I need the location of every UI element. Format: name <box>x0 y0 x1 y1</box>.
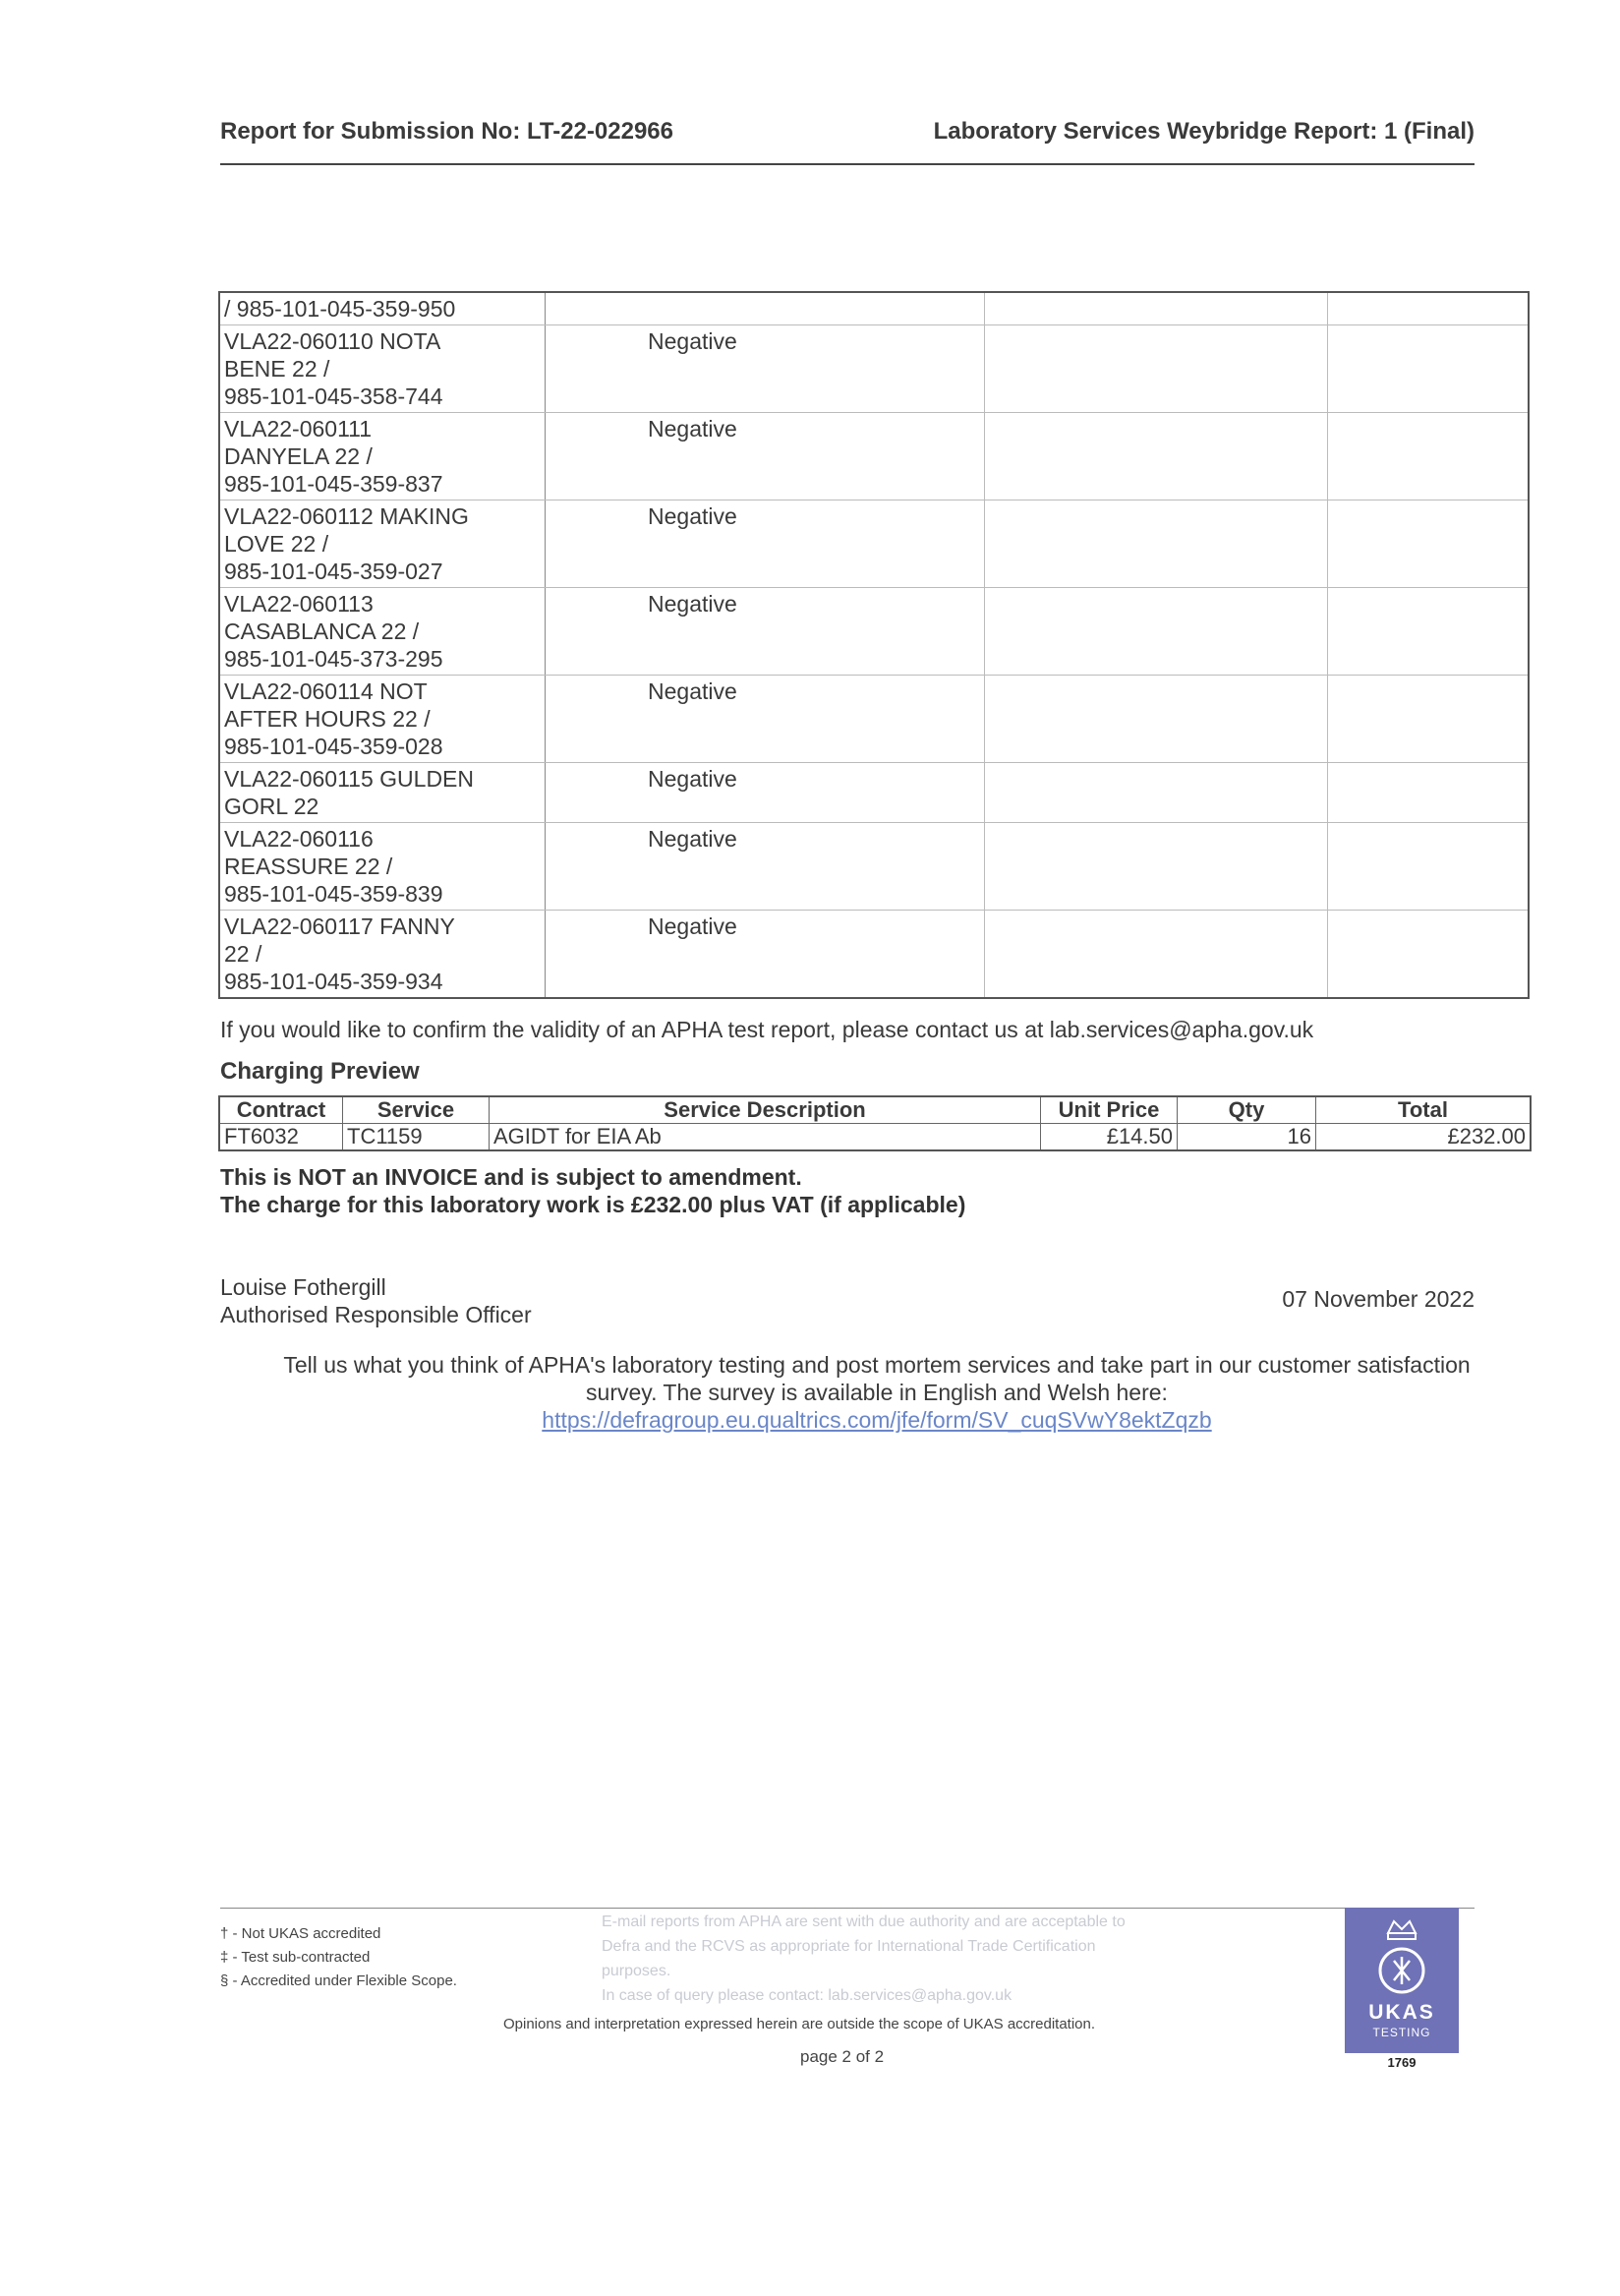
charge-notice: The charge for this laboratory work is £232.00 plus VAT (if applicable) <box>220 1192 966 1217</box>
result-cell: Negative <box>546 823 985 911</box>
result-cell <box>546 292 985 325</box>
sample-id-cell <box>219 676 546 763</box>
charging-header-row <box>219 1096 1531 1124</box>
empty-cell <box>985 500 1328 588</box>
cell-unit-price: £14.50 <box>1041 1124 1178 1151</box>
empty-cell <box>1328 823 1530 911</box>
email-disclaimer-line: E-mail reports from APHA are sent with due authority and are acceptable to <box>602 1913 1126 1930</box>
not-invoice-notice: This is NOT an INVOICE and is subject to amendment. <box>220 1164 802 1190</box>
col-qty: Qty <box>1178 1096 1316 1124</box>
survey-link[interactable]: https://defragroup.eu.qualtrics.com/jfe/form/SV_cuqSVwY8ektZqzb <box>542 1407 1212 1433</box>
results-row <box>219 911 1529 999</box>
signatory-name: Louise Fothergill <box>220 1274 386 1300</box>
result-cell: Negative <box>546 413 985 500</box>
sample-id-line: BENE 22 / <box>224 356 330 382</box>
survey-text-1: Tell us what you think of APHA's laboratory testing and post mortem services and take part in our customer satisfaction <box>283 1352 1471 1378</box>
sample-id-line: 985-101-045-359-027 <box>224 559 443 584</box>
page-number: page 2 of 2 <box>800 2047 885 2066</box>
result-cell: Negative <box>546 325 985 413</box>
header-divider <box>220 163 1475 165</box>
empty-cell <box>1328 413 1530 500</box>
sample-id-line: VLA22-060112 MAKING <box>224 503 469 529</box>
empty-cell <box>985 325 1328 413</box>
results-row <box>219 292 1529 325</box>
sample-id-cell <box>219 292 546 325</box>
empty-cell <box>1328 292 1530 325</box>
sample-id-line: AFTER HOURS 22 / <box>224 706 431 732</box>
sample-id-line: 985-101-045-373-295 <box>224 646 443 672</box>
cell-qty: 16 <box>1178 1124 1316 1151</box>
result-cell: Negative <box>546 911 985 999</box>
cell-description: AGIDT for EIA Ab <box>490 1124 1041 1151</box>
cell-total: £232.00 <box>1316 1124 1532 1151</box>
result-cell: Negative <box>546 500 985 588</box>
report-date: 07 November 2022 <box>1282 1286 1475 1312</box>
sample-id-line: VLA22-060115 GULDEN <box>224 766 474 792</box>
sample-id-line: DANYELA 22 / <box>224 443 373 469</box>
sample-id-line: 985-101-045-359-839 <box>224 881 443 907</box>
sample-id-cell <box>219 500 546 588</box>
email-disclaimer-line: purposes. <box>602 1963 671 1979</box>
sample-id-cell <box>219 823 546 911</box>
email-disclaimer-line: Defra and the RCVS as appropriate for International Trade Certification <box>602 1938 1096 1955</box>
empty-cell <box>985 588 1328 676</box>
empty-cell <box>1328 676 1530 763</box>
empty-cell <box>1328 500 1530 588</box>
legend-not-ukas: † - Not UKAS accredited <box>220 1925 381 1942</box>
sample-id-line: CASABLANCA 22 / <box>224 618 420 644</box>
results-table <box>218 291 1530 999</box>
legend-flexible-scope: § - Accredited under Flexible Scope. <box>220 1972 457 1989</box>
sample-id-line: LOVE 22 / <box>224 531 329 557</box>
sample-id-line: VLA22-060110 NOTA <box>224 328 441 354</box>
sample-id-line: / 985-101-045-359-950 <box>224 296 456 322</box>
report-submission-number: Report for Submission No: LT-22-022966 <box>220 118 673 145</box>
sample-id-cell <box>219 588 546 676</box>
cell-service: TC1159 <box>343 1124 490 1151</box>
empty-cell <box>985 413 1328 500</box>
empty-cell <box>985 911 1328 999</box>
empty-cell <box>1328 588 1530 676</box>
results-row <box>219 588 1529 676</box>
result-cell: Negative <box>546 588 985 676</box>
survey-text-2: survey. The survey is available in English and Welsh here: <box>586 1380 1168 1405</box>
empty-cell <box>1328 325 1530 413</box>
sample-id-line: VLA22-060111 <box>224 416 373 442</box>
opinions-disclaimer: Opinions and interpretation expressed herein are outside the scope of UKAS accreditation. <box>503 2016 1096 2032</box>
ukas-number: 1769 <box>1387 2055 1417 2070</box>
ukas-crown-icon <box>1345 1908 1459 2002</box>
charging-row <box>219 1124 1531 1151</box>
col-service: Service <box>343 1096 490 1124</box>
sample-id-line: VLA22-060113 <box>224 591 374 617</box>
empty-cell <box>985 676 1328 763</box>
validity-note: If you would like to confirm the validity of an APHA test report, please contact us at lab.services@apha.gov.uk <box>220 1017 1314 1042</box>
ukas-label: UKAS <box>1368 2001 1435 2024</box>
sample-id-line: VLA22-060114 NOT <box>224 678 428 704</box>
charging-table <box>218 1095 1532 1151</box>
email-disclaimer <box>602 1910 1270 2008</box>
col-total: Total <box>1316 1096 1532 1124</box>
results-row <box>219 763 1529 823</box>
results-row <box>219 823 1529 911</box>
sample-id-line: VLA22-060116 <box>224 826 374 852</box>
empty-cell <box>985 823 1328 911</box>
sample-id-line: 985-101-045-359-028 <box>224 734 443 759</box>
empty-cell <box>1328 911 1530 999</box>
report-lab-title: Laboratory Services Weybridge Report: 1 (Final) <box>933 118 1475 145</box>
sample-id-line: 22 / <box>224 941 262 967</box>
footer-divider <box>220 1908 1475 1909</box>
col-service-description: Service Description <box>490 1096 1041 1124</box>
sample-id-line: 985-101-045-358-744 <box>224 383 443 409</box>
sample-id-cell <box>219 911 546 999</box>
charging-preview-title: Charging Preview <box>220 1058 420 1085</box>
empty-cell <box>985 763 1328 823</box>
sample-id-line: GORL 22 <box>224 794 319 819</box>
empty-cell <box>985 292 1328 325</box>
results-row <box>219 500 1529 588</box>
result-cell: Negative <box>546 763 985 823</box>
sample-id-line: VLA22-060117 FANNY <box>224 913 455 939</box>
sample-id-line: 985-101-045-359-837 <box>224 471 443 497</box>
sample-id-cell <box>219 325 546 413</box>
email-disclaimer-line: In case of query please contact: lab.services@apha.gov.uk <box>602 1987 1012 2004</box>
legend-subcontracted: ‡ - Test sub-contracted <box>220 1949 371 1966</box>
signatory-title: Authorised Responsible Officer <box>220 1302 532 1327</box>
sample-id-line: REASSURE 22 / <box>224 854 393 879</box>
sample-id-cell <box>219 413 546 500</box>
empty-cell <box>1328 763 1530 823</box>
survey-link-wrap <box>220 1406 1533 1434</box>
results-row <box>219 413 1529 500</box>
col-unit-price: Unit Price <box>1041 1096 1178 1124</box>
results-row <box>219 676 1529 763</box>
result-cell: Negative <box>546 676 985 763</box>
col-contract: Contract <box>219 1096 343 1124</box>
results-row <box>219 325 1529 413</box>
sample-id-cell <box>219 763 546 823</box>
sample-id-line: 985-101-045-359-934 <box>224 969 443 994</box>
cell-contract: FT6032 <box>219 1124 343 1151</box>
ukas-testing-label: TESTING <box>1372 2026 1431 2039</box>
